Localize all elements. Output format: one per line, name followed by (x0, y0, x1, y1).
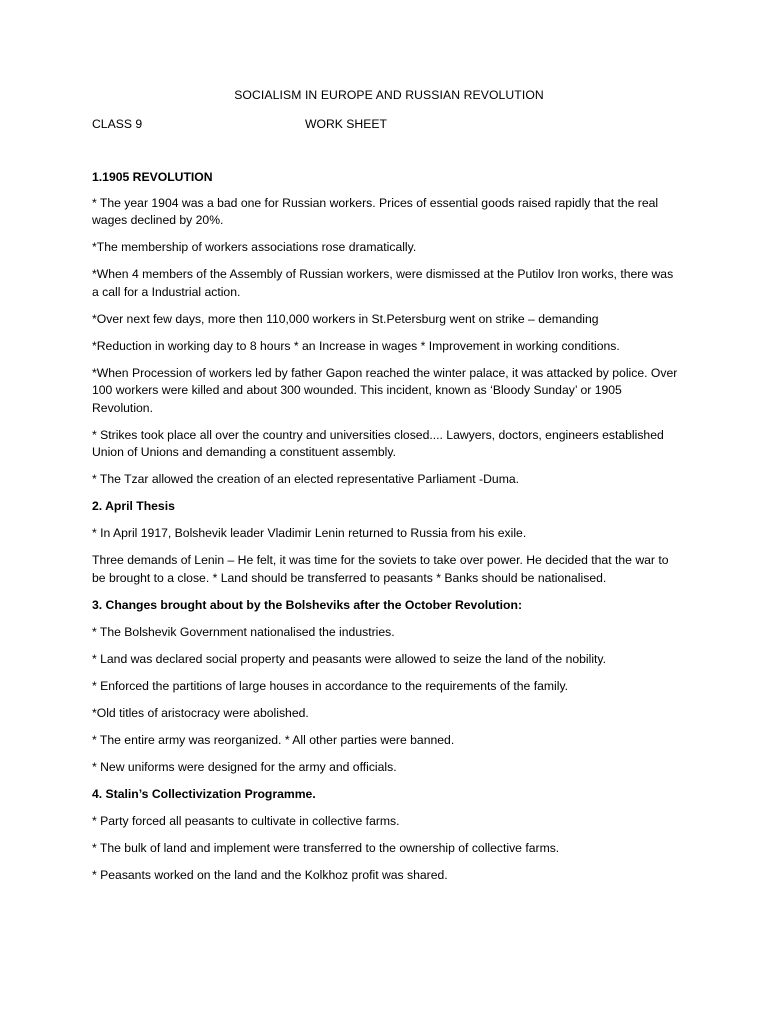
paragraph: * The entire army was reorganized. * All other parties were banned. (92, 732, 455, 747)
paragraph: * Strikes took place all over the country and universities closed.... Lawyers, doctors, engineers established Union of Unions and demanding a constituent assembly. (92, 427, 664, 460)
worksheet-content (92, 169, 682, 894)
section-heading-collectivization: 4. Stalin’s Collectivization Programme. (92, 786, 316, 801)
paragraph: * In April 1917, Bolshevik leader Vladimir Lenin returned to Russia from his exile. (92, 526, 527, 541)
paragraph: * The Bolshevik Government nationalised the industries. (92, 624, 395, 639)
paragraph: *When Procession of workers led by father Gapon reached the winter palace, it was attacked by police. Over 100 workers were killed and about 300 wounded. This incident, known as ‘Bloody Sunday’ or 1905 Revolution. (92, 365, 678, 415)
paragraph: * Peasants worked on the land and the Kolkhoz profit was shared. (92, 867, 448, 882)
section-heading-april-thesis: 2. April Thesis (92, 499, 175, 514)
paragraph: Three demands of Lenin – He felt, it was time for the soviets to take over power. He decided that the war to be brought to a close. * Land should be transferred to peasants * Banks should be nationalised. (92, 553, 669, 585)
paragraph: * The Tzar allowed the creation of an elected representative Parliament -Duma. (92, 472, 520, 487)
paragraph: * Land was declared social property and peasants were allowed to seize the land of the nobility. (92, 651, 606, 666)
section-heading-bolshevik-changes: 3. Changes brought about by the Bolsheviks after the October Revolution: (92, 597, 522, 612)
document-title: SOCIALISM IN EUROPE AND RUSSIAN REVOLUTION (234, 88, 544, 102)
paragraph: * The bulk of land and implement were transferred to the ownership of collective farms. (92, 840, 560, 855)
paragraph: * New uniforms were designed for the army and officials. (92, 759, 397, 774)
paragraph: *The membership of workers associations rose dramatically. (92, 240, 417, 255)
paragraph: *When 4 members of the Assembly of Russian workers, were dismissed at the Putilov Iron works, there was a call for a Industrial action. (92, 267, 674, 299)
paragraph: * The year 1904 was a bad one for Russian workers. Prices of essential goods raised rapidly that the real wages declined by 20%. (92, 195, 659, 228)
paragraph: * Party forced all peasants to cultivate in collective farms. (92, 813, 400, 828)
class-label: CLASS 9 (92, 117, 143, 131)
paragraph: *Over next few days, more then 110,000 workers in St.Petersburg went on strike – demanding (92, 311, 599, 326)
paragraph: * Enforced the partitions of large houses in accordance to the requirements of the family. (92, 678, 569, 693)
worksheet-label: WORK SHEET (305, 117, 387, 131)
paragraph: *Reduction in working day to 8 hours * an Increase in wages * Improvement in working conditions. (92, 338, 620, 353)
paragraph: *Old titles of aristocracy were abolished. (92, 705, 309, 720)
section-heading-1905-revolution: 1.1905 REVOLUTION (92, 170, 213, 184)
